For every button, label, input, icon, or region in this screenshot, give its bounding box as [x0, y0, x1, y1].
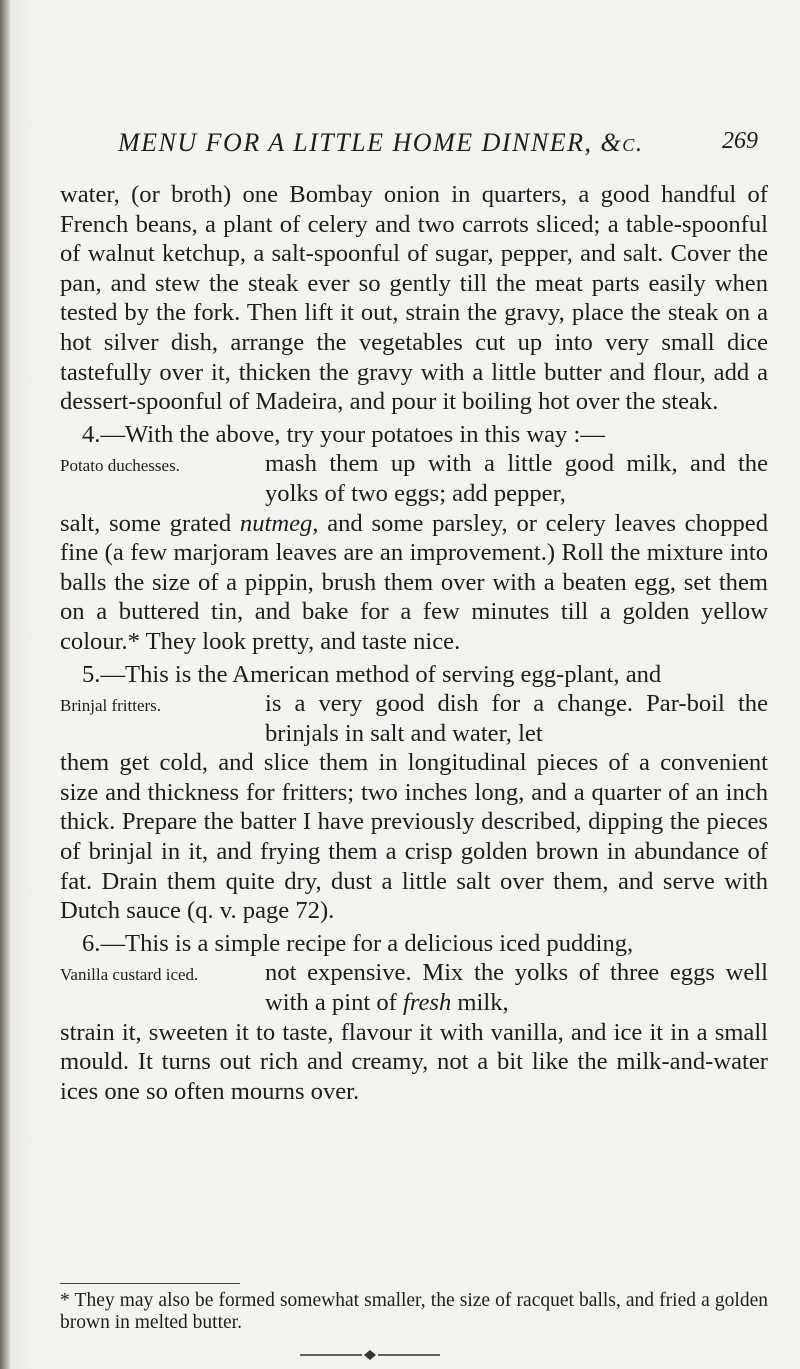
recipe-6-margin-text-a: not expensive. Mix the yolks of three eggs well with a pint of — [265, 959, 768, 1017]
body-text — [60, 180, 768, 1106]
recipe-5-margin-text: is a very good dish for a change. Par-boil the brinjals in salt and water, let — [265, 690, 768, 747]
recipe-4 — [60, 420, 768, 657]
recipe-6-first-line — [60, 929, 768, 959]
recipe-6-body: strain it, sweeten it to taste, flavour it with vanilla, and ice it in a small mould. It turns out rich and creamy, not a bit like the milk-and-water ices one so often mourns over. — [60, 1018, 768, 1105]
recipe-6-margin-text — [265, 958, 768, 1017]
recipe-4-body-a: salt, some grated — [60, 509, 240, 537]
recipe-4-body-italic: nutmeg, — [239, 509, 319, 537]
footnote: * They may also be formed somewhat smaller, the size of racquet balls, and fried a golden brown in melted butter. — [60, 1290, 768, 1333]
recipe-5-number: 5. — [82, 660, 101, 688]
recipe-4-number: 4. — [82, 420, 101, 448]
recipe-6-first-line-text: —This is a simple recipe for a delicious iced pudding, — [100, 929, 634, 957]
recipe-6-margin-text-b: milk, — [451, 989, 509, 1017]
end-ornament-icon — [300, 1349, 440, 1361]
recipe-4-margin-text: mash them up with a little good milk, and the yolks of two eggs; add pepper, — [265, 450, 768, 507]
recipe-5-first-line-text: —This is the American method of serving egg-plant, and — [100, 660, 662, 688]
recipe-4-first-line — [60, 420, 768, 450]
recipe-6-number: 6. — [82, 929, 101, 957]
marginal-note-vanilla-custard-iced: Vanilla custard iced. — [60, 965, 199, 985]
recipe-6-margin-italic: fresh — [402, 989, 452, 1017]
recipe-5-margin-row — [60, 689, 768, 748]
recipe-4-first-line-text: —With the above, try your potatoes in this way :— — [100, 420, 605, 448]
page-header — [118, 128, 758, 162]
recipe-4-body — [60, 509, 768, 657]
book-spine-shadow — [0, 0, 10, 1369]
marginal-note-brinjal-fritters: Brinjal fritters. — [60, 696, 162, 716]
recipe-4-body-b: and some parsley, or celery leaves chopped fine (a few marjoram leaves are an improvement.) Roll the mixture into balls the size of a pippin, brush them over with a beaten egg, set them on a buttered tin, and bake for a few minutes till a golden yellow colour.* They look pretty, and taste nice. — [60, 509, 768, 655]
recipe-4-margin-row — [60, 449, 768, 508]
running-head: MENU FOR A LITTLE HOME DINNER, &c. — [118, 128, 644, 157]
recipe-5 — [60, 660, 768, 926]
recipe-5-first-line — [60, 660, 768, 690]
marginal-note-potato-duchesses: Potato duchesses. — [60, 456, 180, 476]
footnote-rule — [60, 1283, 240, 1284]
recipe-6-margin-row — [60, 958, 768, 1017]
page-number: 269 — [722, 128, 758, 154]
intro-paragraph: water, (or broth) one Bombay onion in quarters, a good handful of French beans, a plant of celery and two carrots sliced; a table-spoonful of walnut ketchup, a salt-spoonful of sugar, pepper, and salt. Cover the pan, and stew the steak ever so gently till the meat parts easily when tested by the fork. Then lift it out, strain the gravy, place the steak on a hot silver dish, arrange the vegetables cut up into very small dice tastefully over it, thicken the gravy with a little butter and flour, add a dessert-spoonful of Madeira, and pour it boiling hot over the steak. — [60, 181, 768, 416]
recipe-5-body: them get cold, and slice them in longitudinal pieces of a convenient size and thickness for fritters; two inches long, and a quarter of an inch thick. Prepare the batter I have previously described, dipping the pieces of brinjal in it, and frying them a crisp golden brown in abundance of fat. Drain them quite dry, dust a little salt over them, and serve with Dutch sauce (q. v. page 72). — [60, 749, 768, 925]
recipe-6 — [60, 929, 768, 1107]
